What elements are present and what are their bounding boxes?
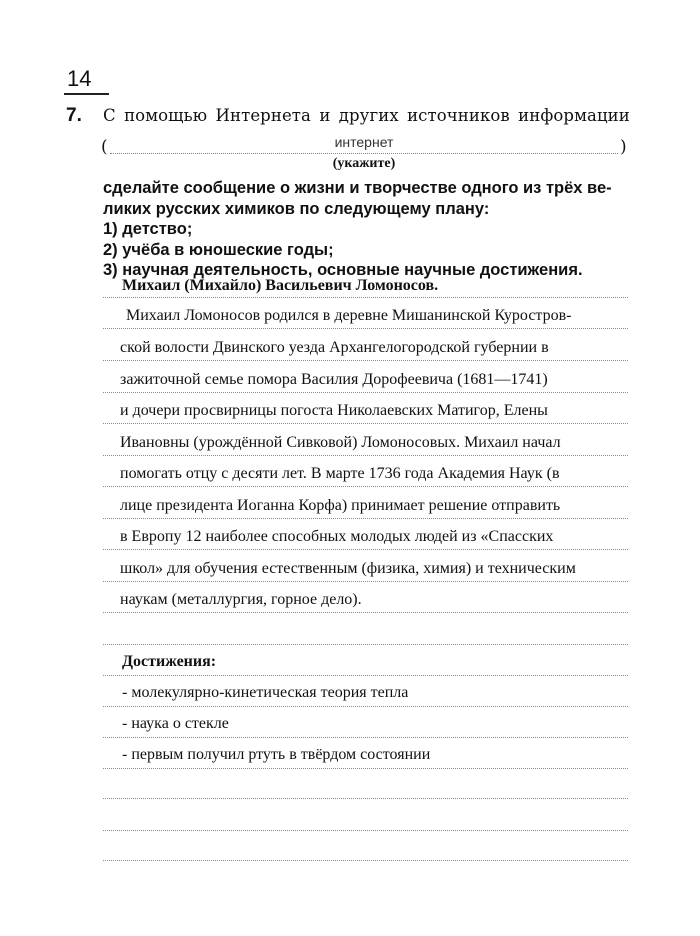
plan-item: 3) научная деятельность, основные научные достижения. xyxy=(103,261,583,279)
task-instructions xyxy=(103,178,648,281)
ruled-line xyxy=(103,518,628,519)
task-prompt-line: С помощью Интернета и других источников информации xyxy=(103,106,630,125)
source-caption: (укажите) xyxy=(332,156,396,171)
achievement-item: - наука о стекле xyxy=(122,715,229,732)
paragraph-line: зажиточной семье помора Василия Дорофеевича (1681—1741) xyxy=(120,371,548,388)
ruled-line xyxy=(103,360,628,361)
ruled-line xyxy=(103,486,628,487)
plan-item: 2) учёба в юношеские годы; xyxy=(103,240,334,259)
ruled-line xyxy=(103,768,628,769)
paragraph-line: лице президента Иоганна Корфа) принимает решение отправить xyxy=(120,497,561,514)
ruled-line xyxy=(103,549,628,550)
ruled-line xyxy=(103,830,628,831)
task-number: 7. xyxy=(66,105,82,126)
close-paren: ) xyxy=(620,137,627,157)
open-paren: ( xyxy=(101,137,108,157)
achievements-heading: Достижения: xyxy=(122,653,217,670)
paragraph-line: в Европу 12 наиболее способных молодых людей из «Спасских xyxy=(120,528,554,545)
ruled-line xyxy=(103,581,628,582)
ruled-line xyxy=(103,612,628,613)
paragraph-line: и дочери просвирницы погоста Николаевских Матигор, Елены xyxy=(120,402,548,419)
achievement-item: - молекулярно-кинетическая теория тепла xyxy=(122,684,409,701)
instruction-line: сделайте сообщение о жизни и творчестве одного из трёх ве- xyxy=(103,179,612,197)
ruled-line xyxy=(103,675,628,676)
answer-title: Михаил (Михайло) Васильевич Ломоносов. xyxy=(122,277,439,294)
instruction-line: ликих русских химиков по следующему плану: xyxy=(103,199,490,218)
ruled-line xyxy=(103,328,628,329)
paragraph-line: наукам (металлургия, горное дело). xyxy=(120,591,362,608)
ruled-line xyxy=(103,706,628,707)
ruled-line xyxy=(103,455,628,456)
ruled-line xyxy=(103,798,628,799)
paragraph-line: школ» для обучения естественным (физика, химия) и техническим xyxy=(120,560,576,577)
plan-item: 1) детство; xyxy=(103,220,193,238)
paragraph-line: помогать отцу с десяти лет. В марте 1736 года Академия Наук (в xyxy=(120,465,560,482)
ruled-line xyxy=(103,860,628,861)
page-number: 14 xyxy=(67,66,92,91)
paragraph-line: Михаил Ломоносов родился в деревне Мишанинской Куростров- xyxy=(126,307,572,324)
paragraph-line: ской волости Двинского уезда Архангелогородской губернии в xyxy=(120,339,549,356)
paragraph-line: Ивановны (урождённой Сивковой) Ломоносовых. Михаил начал xyxy=(120,434,561,451)
page-number-underline xyxy=(64,93,109,95)
ruled-line xyxy=(103,392,628,393)
achievement-item: - первым получил ртуть в твёрдом состоянии xyxy=(122,746,431,763)
ruled-line xyxy=(103,297,628,298)
ruled-line xyxy=(103,644,628,645)
source-fill-line xyxy=(110,153,618,154)
ruled-line xyxy=(103,737,628,738)
ruled-line xyxy=(103,423,628,424)
source-input[interactable]: интернет xyxy=(334,134,394,150)
